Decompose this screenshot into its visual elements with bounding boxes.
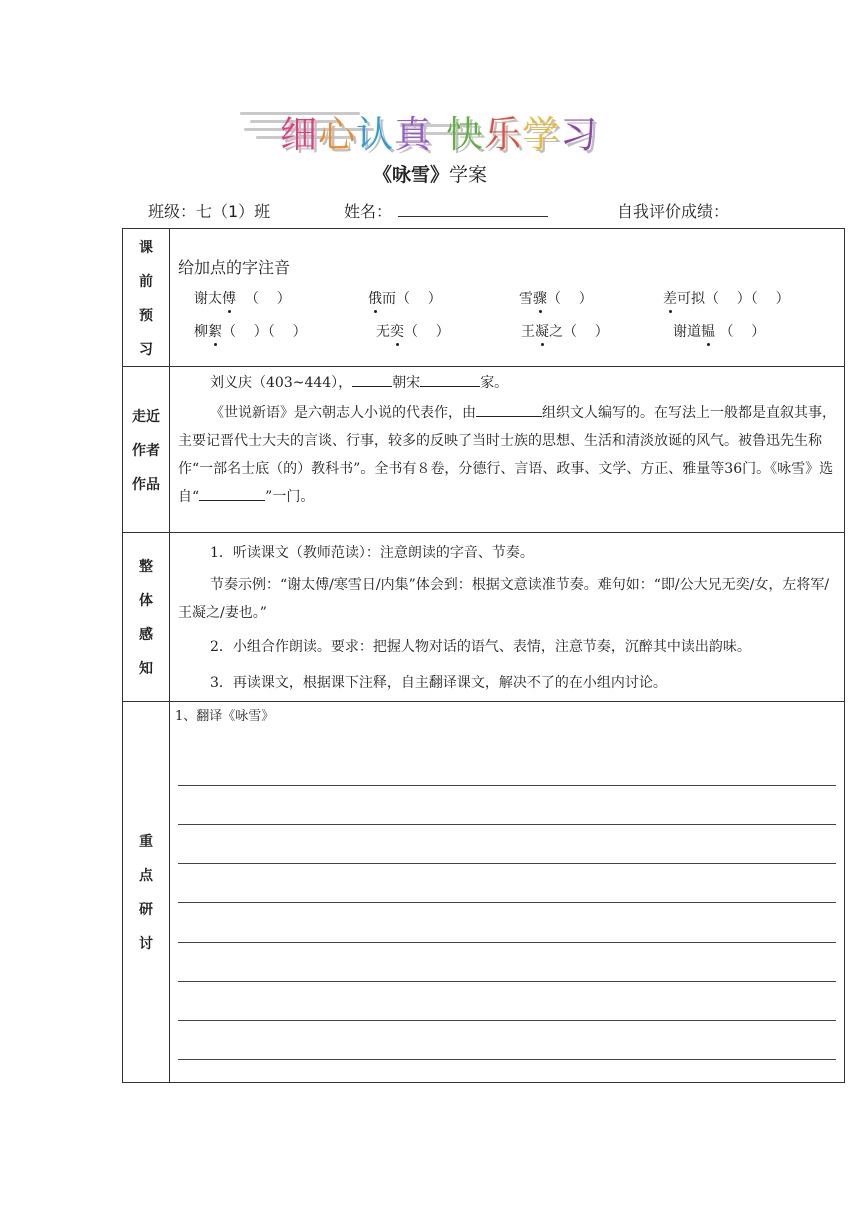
translate-prompt: 1、翻译《咏雪》	[175, 709, 275, 724]
answer-line[interactable]	[178, 942, 836, 943]
dynasty-blank[interactable]	[352, 372, 392, 387]
author-line1: 刘义庆（403~444）， 朝宋 家。	[178, 369, 836, 397]
profession-blank[interactable]	[420, 372, 480, 387]
banner-char: 学	[522, 113, 560, 156]
section-label-preview: 课 前 预 习	[123, 229, 170, 366]
section-preview	[123, 229, 844, 366]
answer-line[interactable]	[178, 981, 836, 982]
banner-char: 习	[560, 113, 598, 156]
overall-step2: 2．小组合作朗读。要求：把握人物对话的语气、表情，注意节奏，沉醉其中读出韵味。	[210, 639, 751, 655]
author-content	[170, 367, 844, 532]
overall-step1: 1．听读课文（教师范读）：注意朗读的字音、节奏。	[210, 545, 534, 561]
pinyin-item[interactable]: 无奕（ ）	[376, 321, 450, 341]
name-label: 姓名：	[344, 202, 393, 221]
section-author	[123, 366, 844, 532]
title-book: 《咏雪》	[372, 164, 449, 186]
banner-char: 真	[394, 113, 432, 156]
class-label: 班级：七（1）班	[148, 202, 271, 221]
pinyin-item[interactable]: 差可拟（ ）（ ）	[663, 288, 790, 308]
section-overall	[123, 532, 844, 701]
overall-rhythm: 节奏示例：“谢太傅/寒雪日/内集”体会到：根据文意读准节奏。难句如：“即/公大兄无奕/女，左将军/王凝之/妻也。”	[178, 577, 830, 621]
preview-heading: 给加点的字注音	[178, 258, 291, 277]
title-suffix: 学案	[449, 164, 488, 186]
pinyin-item[interactable]: 谢太傅 （ ）	[194, 288, 291, 308]
section-focus	[123, 701, 844, 1082]
banner-text	[280, 104, 598, 158]
overall-step3: 3．再读课文，根据课下注释，自主翻译课文，解决不了的在小组内讨论。	[210, 675, 667, 691]
pinyin-item[interactable]: 谢道韫 （ ）	[673, 321, 765, 341]
pinyin-item[interactable]: 雪骤（ ）	[519, 288, 593, 308]
banner-char: 心	[318, 113, 356, 156]
worksheet-table	[122, 228, 845, 1083]
banner-char: 认	[356, 113, 394, 156]
section-label-overall: 整 体 感 知	[123, 533, 170, 701]
document-title	[0, 160, 860, 187]
answer-line[interactable]	[178, 1059, 836, 1060]
overall-content	[170, 533, 844, 701]
pinyin-item[interactable]: 王凝之（ ）	[521, 321, 609, 341]
info-row	[0, 199, 860, 225]
banner-char: 细	[280, 113, 318, 156]
focus-content	[170, 702, 844, 1082]
name-blank[interactable]	[398, 216, 548, 217]
section-label-focus: 重 点 研 讨	[123, 702, 170, 1082]
banner	[240, 98, 630, 154]
chapter-blank[interactable]	[199, 486, 265, 501]
banner-char: 乐	[484, 113, 522, 156]
preview-content	[170, 229, 844, 366]
answer-line[interactable]	[178, 1020, 836, 1021]
answer-line[interactable]	[178, 824, 836, 825]
author-paragraph: 《世说新语》是六朝志人小说的代表作，由 组织文人编写的。在写法上一般都是直叙其事，主要记晋代士大夫的言谈、行事，较多的反映了当时士族的思想、生活和清淡放诞的风气。被鲁迅先生称作“一部名士底（的）教科书”。全书有８卷，分德行、言语、政事、文学、方正、雅量等36门。《咏雪》选自“ ”一门。	[178, 399, 836, 511]
banner-char: 快	[446, 113, 484, 156]
score-label: 自我评价成绩：	[617, 202, 730, 221]
pinyin-item[interactable]: 柳絮（ ）（ ）	[194, 321, 307, 341]
answer-line[interactable]	[178, 785, 836, 786]
answer-line[interactable]	[178, 902, 836, 903]
banner-part2	[446, 113, 598, 156]
organizer-blank[interactable]	[476, 402, 542, 417]
section-label-author: 走近 作者 作品	[123, 367, 170, 532]
banner-part1	[280, 113, 432, 156]
answer-line[interactable]	[178, 863, 836, 864]
pinyin-item[interactable]: 俄而（ ）	[368, 288, 442, 308]
